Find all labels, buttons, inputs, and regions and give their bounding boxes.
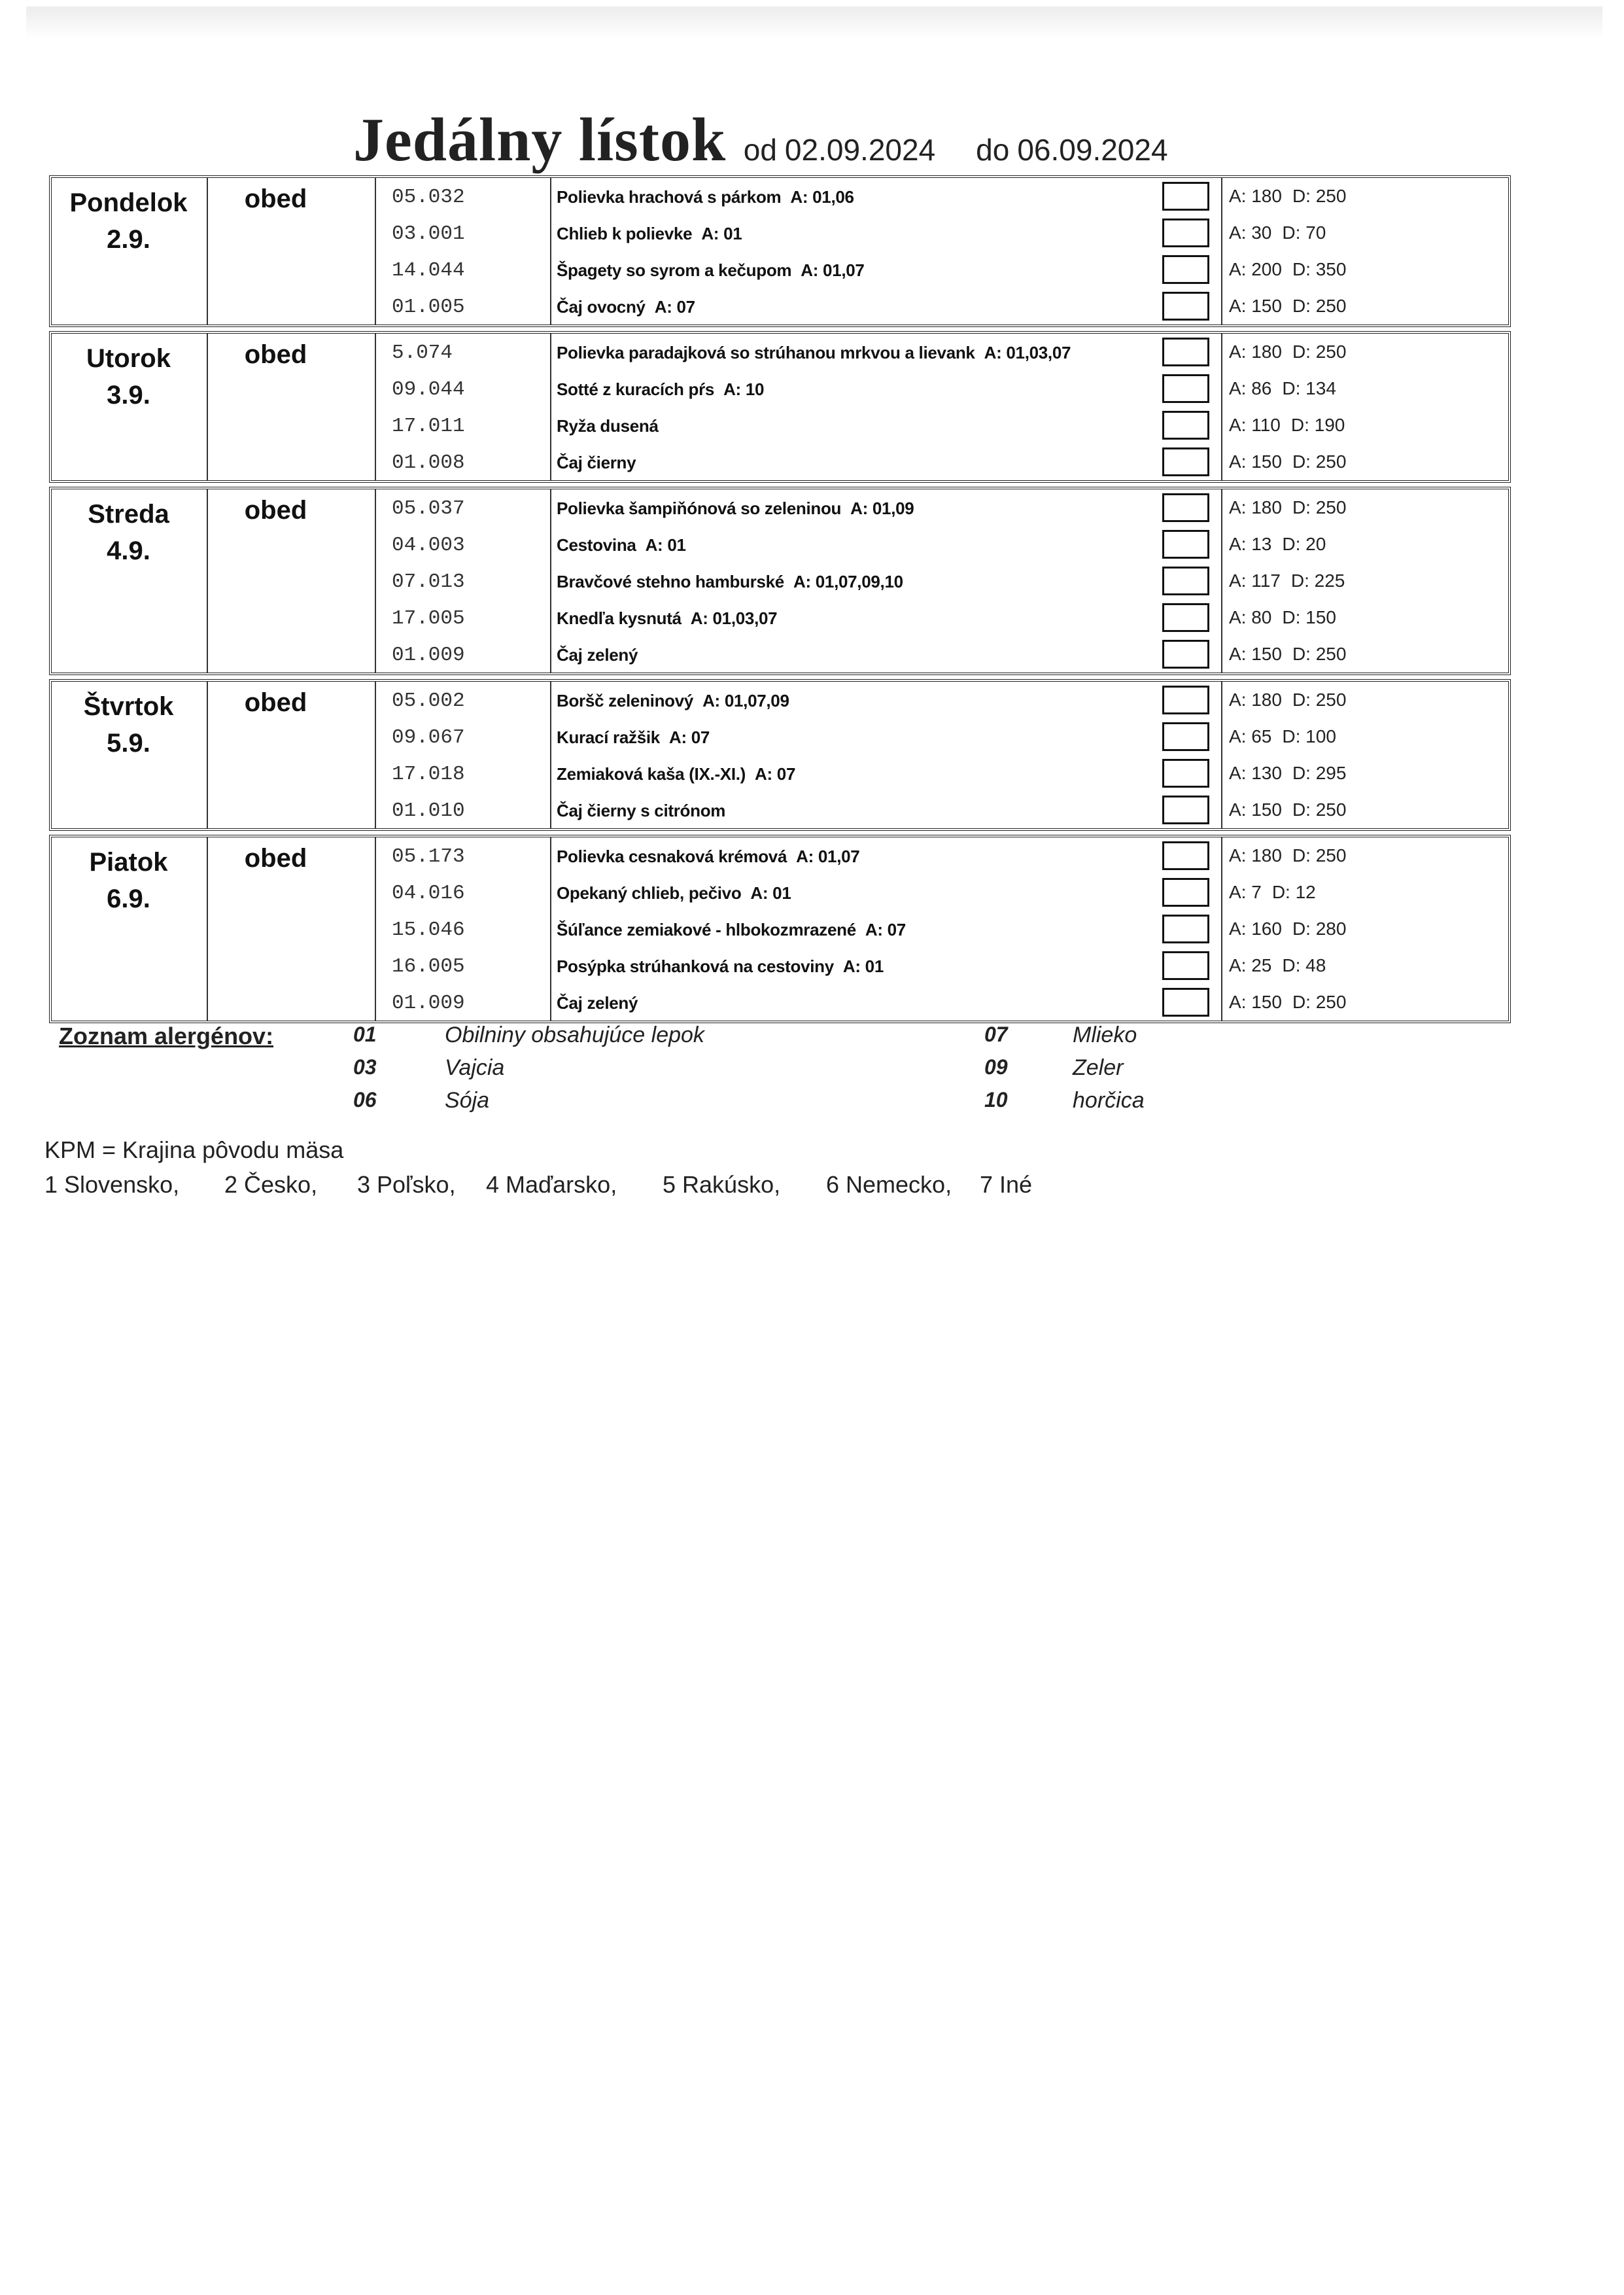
order-checkbox[interactable] — [1162, 722, 1209, 751]
portion-weights — [1229, 644, 1360, 665]
day-block — [49, 331, 1511, 483]
item-code: 03.001 — [392, 222, 465, 245]
portion-d: D: 250 — [1292, 186, 1347, 206]
meal-type: obed — [244, 688, 307, 717]
item-code: 09.067 — [392, 726, 465, 749]
meal-type: obed — [244, 184, 307, 213]
item-code: 17.018 — [392, 763, 465, 786]
dish-allergens: A: 01,07,09,10 — [793, 572, 903, 591]
dish-name — [557, 224, 1204, 244]
kpm-title: KPM = Krajina pôvodu mäsa — [44, 1136, 344, 1163]
dish-allergens: A: 01 — [701, 224, 742, 243]
menu-item-row — [52, 334, 1508, 370]
allergen-name: Mlieko — [1073, 1023, 1137, 1047]
scan-shade — [26, 7, 1602, 39]
order-checkbox[interactable] — [1162, 219, 1209, 247]
dish-name-text: Polievka paradajková so strúhanou mrkvou a lievank — [557, 343, 975, 362]
from-date: 02.09.2024 — [784, 133, 936, 167]
day-name-label: Piatok — [89, 848, 168, 877]
dish-allergens: A: 10 — [723, 379, 765, 399]
dish-name-text: Polievka cesnaková krémová — [557, 847, 787, 866]
item-code: 01.008 — [392, 451, 465, 474]
portion-d: D: 134 — [1282, 378, 1336, 398]
order-checkbox[interactable] — [1162, 530, 1209, 559]
dish-name — [557, 416, 1204, 436]
dish-name-text: Polievka hrachová s párkom — [557, 187, 782, 207]
portion-a: A: 13 — [1229, 534, 1272, 554]
portion-d: D: 250 — [1292, 690, 1347, 710]
dish-name — [557, 691, 1204, 711]
kpm-country: 6 Nemecko, — [826, 1171, 952, 1198]
kpm-country: 7 Iné — [980, 1171, 1033, 1198]
allergen-name: Sója — [445, 1088, 490, 1113]
day-block — [49, 679, 1511, 831]
to-date: 06.09.2024 — [1017, 133, 1168, 167]
dish-name-text: Kurací ražšik — [557, 727, 660, 747]
dish-allergens: A: 01 — [645, 535, 686, 555]
portion-a: A: 30 — [1229, 222, 1272, 243]
dish-name-text: Bravčové stehno hamburské — [557, 572, 784, 591]
dish-name — [557, 883, 1204, 903]
order-checkbox[interactable] — [1162, 338, 1209, 366]
item-code: 01.009 — [392, 644, 465, 667]
to-label: do — [976, 133, 1010, 167]
meal-type: obed — [244, 844, 307, 873]
item-code: 07.013 — [392, 570, 465, 593]
portion-a: A: 180 — [1229, 497, 1282, 517]
order-checkbox[interactable] — [1162, 182, 1209, 211]
portion-a: A: 86 — [1229, 378, 1272, 398]
dish-name — [557, 608, 1204, 629]
dish-name — [557, 535, 1204, 555]
portion-weights — [1229, 992, 1360, 1013]
allergen-name: Vajcia — [445, 1055, 505, 1080]
portion-d: D: 250 — [1292, 845, 1347, 866]
dish-name — [557, 956, 1204, 977]
meal-type: obed — [244, 340, 307, 369]
menu-item-row — [52, 755, 1508, 792]
portion-a: A: 180 — [1229, 690, 1282, 710]
item-code: 05.032 — [392, 186, 465, 209]
dish-name — [557, 379, 1204, 400]
dish-name-text: Čaj zelený — [557, 993, 638, 1013]
portion-a: A: 180 — [1229, 845, 1282, 866]
menu-item-row — [52, 370, 1508, 407]
day-name-label: Utorok — [86, 344, 171, 373]
portion-a: A: 150 — [1229, 799, 1282, 820]
item-code: 01.010 — [392, 799, 465, 822]
menu-item-row — [52, 947, 1508, 984]
portion-d: D: 250 — [1292, 451, 1347, 472]
dish-allergens: A: 01,03,07 — [984, 343, 1071, 362]
menu-item-row — [52, 251, 1508, 288]
dish-name-text: Šúľance zemiakové - hlbokozmrazené — [557, 920, 856, 939]
portion-a: A: 65 — [1229, 726, 1272, 746]
day-block — [49, 835, 1511, 1023]
dish-name — [557, 764, 1204, 784]
dish-allergens: A: 07 — [668, 727, 710, 747]
dish-name-text: Opekaný chlieb, pečivo — [557, 883, 742, 903]
dish-name — [557, 993, 1204, 1013]
portion-weights — [1229, 259, 1360, 280]
dish-name — [557, 847, 1204, 867]
item-code: 16.005 — [392, 955, 465, 978]
allergen-code: 01 — [353, 1023, 377, 1046]
kpm-country: 2 Česko, — [224, 1171, 318, 1198]
order-checkbox[interactable] — [1162, 988, 1209, 1017]
dish-allergens: A: 07 — [654, 297, 695, 317]
allergen-name: Zeler — [1073, 1055, 1124, 1080]
portion-a: A: 25 — [1229, 955, 1272, 975]
dish-name-text: Chlieb k polievke — [557, 224, 693, 243]
menu-item-row — [52, 636, 1508, 673]
day-date: 3.9. — [107, 381, 150, 410]
portion-weights — [1229, 799, 1360, 820]
portion-weights — [1229, 342, 1360, 362]
dish-allergens: A: 01 — [750, 883, 791, 903]
portion-weights — [1229, 882, 1360, 903]
portion-d: D: 48 — [1282, 955, 1326, 975]
dish-name — [557, 572, 1204, 592]
dish-name-text: Čaj čierny s citrónom — [557, 801, 726, 820]
order-checkbox[interactable] — [1162, 951, 1209, 980]
dish-name — [557, 343, 1204, 363]
portion-d: D: 190 — [1290, 415, 1345, 435]
allergen-name: Obilniny obsahujúce lepok — [445, 1023, 704, 1047]
dish-allergens: A: 01,07,09 — [702, 691, 789, 710]
dish-allergens: A: 01,07 — [796, 847, 860, 866]
portion-weights — [1229, 845, 1360, 866]
dish-allergens: A: 07 — [865, 920, 906, 939]
dish-allergens: A: 01,07 — [801, 260, 865, 280]
portion-weights — [1229, 955, 1360, 976]
menu-item-row — [52, 792, 1508, 828]
portion-weights — [1229, 534, 1360, 555]
item-code: 04.016 — [392, 882, 465, 905]
kpm-country: 4 Maďarsko, — [486, 1171, 617, 1198]
dish-allergens: A: 01,09 — [850, 499, 914, 518]
portion-weights — [1229, 378, 1360, 399]
day-name-label: Streda — [88, 500, 169, 529]
portion-weights — [1229, 415, 1360, 436]
portion-weights — [1229, 690, 1360, 710]
portion-weights — [1229, 222, 1360, 243]
day-name-label: Štvrtok — [83, 692, 174, 721]
kpm-country: 5 Rakúsko, — [663, 1171, 781, 1198]
dish-name-text: Sotté z kuracích pŕs — [557, 379, 715, 399]
dish-name-text: Cestovina — [557, 535, 636, 555]
menu-item-row — [52, 407, 1508, 444]
portion-a: A: 7 — [1229, 882, 1262, 902]
item-code: 17.011 — [392, 415, 465, 438]
menu-item-row — [52, 837, 1508, 874]
portion-d: D: 250 — [1292, 342, 1347, 362]
portion-d: D: 20 — [1282, 534, 1326, 554]
portion-weights — [1229, 451, 1360, 472]
portion-d: D: 295 — [1292, 763, 1347, 783]
dish-name-text: Čaj čierny — [557, 453, 636, 472]
portion-d: D: 225 — [1290, 570, 1345, 591]
order-checkbox[interactable] — [1162, 640, 1209, 669]
allergen-code: 07 — [984, 1023, 1008, 1046]
item-code: 05.173 — [392, 845, 465, 868]
day-name-label: Pondelok — [69, 188, 188, 217]
portion-weights — [1229, 186, 1360, 207]
allergen-code: 06 — [353, 1088, 377, 1112]
order-checkbox[interactable] — [1162, 686, 1209, 714]
dish-name-text: Polievka šampiňónová so zeleninou — [557, 499, 842, 518]
dish-name — [557, 920, 1204, 940]
portion-a: A: 80 — [1229, 607, 1272, 627]
portion-a: A: 180 — [1229, 342, 1282, 362]
menu-item-row — [52, 526, 1508, 563]
day-block — [49, 175, 1511, 327]
menu-header — [353, 105, 1176, 175]
item-code: 15.046 — [392, 919, 465, 941]
menu-item-row — [52, 599, 1508, 636]
from-label: od — [743, 133, 777, 167]
dish-name-text: Čaj zelený — [557, 645, 638, 665]
item-code: 5.074 — [392, 342, 453, 364]
portion-weights — [1229, 570, 1360, 591]
order-checkbox[interactable] — [1162, 841, 1209, 870]
menu-item-row — [52, 911, 1508, 947]
item-code: 09.044 — [392, 378, 465, 401]
menu-item-row — [52, 718, 1508, 755]
portion-d: D: 150 — [1282, 607, 1336, 627]
dish-name — [557, 453, 1204, 473]
menu-item-row — [52, 984, 1508, 1021]
day-date: 5.9. — [107, 729, 150, 758]
portion-weights — [1229, 607, 1360, 628]
portion-weights — [1229, 763, 1360, 784]
portion-d: D: 250 — [1292, 799, 1347, 820]
menu-item-row — [52, 563, 1508, 599]
order-checkbox[interactable] — [1162, 292, 1209, 321]
portion-d: D: 250 — [1292, 497, 1347, 517]
item-code: 05.002 — [392, 690, 465, 712]
allergen-code: 09 — [984, 1055, 1008, 1079]
portion-a: A: 200 — [1229, 259, 1282, 279]
page-title: Jedálny lístok — [353, 106, 727, 174]
order-checkbox[interactable] — [1162, 374, 1209, 403]
dish-name — [557, 297, 1204, 317]
portion-d: D: 250 — [1292, 992, 1347, 1012]
allergen-code: 03 — [353, 1055, 377, 1079]
item-code: 04.003 — [392, 534, 465, 557]
item-code: 01.009 — [392, 992, 465, 1015]
order-checkbox[interactable] — [1162, 447, 1209, 476]
day-date: 2.9. — [107, 225, 150, 254]
kpm-country: 1 Slovensko, — [44, 1171, 180, 1198]
order-checkbox[interactable] — [1162, 411, 1209, 440]
dish-name-text: Čaj ovocný — [557, 297, 646, 317]
menu-item-row — [52, 489, 1508, 526]
portion-d: D: 350 — [1292, 259, 1347, 279]
allergen-name: horčica — [1073, 1088, 1145, 1113]
menu-item-row — [52, 874, 1508, 911]
portion-d: D: 250 — [1292, 644, 1347, 664]
portion-a: A: 117 — [1229, 570, 1281, 591]
day-date: 6.9. — [107, 885, 150, 913]
menu-item-row — [52, 288, 1508, 324]
menu-table — [49, 175, 1511, 1027]
dish-allergens: A: 01,06 — [790, 187, 854, 207]
order-checkbox[interactable] — [1162, 878, 1209, 907]
day-date: 4.9. — [107, 536, 150, 565]
dish-name-text: Boršč zeleninový — [557, 691, 694, 710]
portion-weights — [1229, 726, 1360, 747]
kpm-country: 3 Poľsko, — [357, 1171, 456, 1198]
menu-item-row — [52, 682, 1508, 718]
order-checkbox[interactable] — [1162, 915, 1209, 943]
portion-d: D: 100 — [1282, 726, 1336, 746]
portion-a: A: 150 — [1229, 644, 1282, 664]
order-checkbox[interactable] — [1162, 255, 1209, 284]
portion-a: A: 150 — [1229, 296, 1282, 316]
order-checkbox[interactable] — [1162, 567, 1209, 595]
portion-a: A: 130 — [1229, 763, 1282, 783]
dish-name — [557, 727, 1204, 748]
order-checkbox[interactable] — [1162, 759, 1209, 788]
dish-name — [557, 801, 1204, 821]
portion-weights — [1229, 296, 1360, 317]
allergen-code: 10 — [984, 1088, 1008, 1112]
dish-name-text: Knedľa kysnutá — [557, 608, 682, 628]
item-code: 01.005 — [392, 296, 465, 319]
item-code: 05.037 — [392, 497, 465, 520]
portion-a: A: 110 — [1229, 415, 1281, 435]
dish-allergens: A: 01 — [842, 956, 884, 976]
dish-allergens: A: 07 — [755, 764, 796, 784]
date-range — [744, 133, 1176, 167]
allergen-list-title: Zoznam alergénov: — [59, 1023, 274, 1049]
portion-a: A: 160 — [1229, 919, 1282, 939]
dish-name-text: Zemiaková kaša (IX.-XI.) — [557, 764, 746, 784]
dish-name-text: Špagety so syrom a kečupom — [557, 260, 792, 280]
dish-name-text: Posýpka strúhanková na cestoviny — [557, 956, 834, 976]
dish-name — [557, 260, 1204, 281]
order-checkbox[interactable] — [1162, 603, 1209, 632]
menu-item-row — [52, 444, 1508, 480]
portion-d: D: 280 — [1292, 919, 1347, 939]
menu-item-row — [52, 178, 1508, 215]
dish-name-text: Ryža dusená — [557, 416, 659, 436]
portion-a: A: 150 — [1229, 992, 1282, 1012]
item-code: 17.005 — [392, 607, 465, 630]
portion-weights — [1229, 919, 1360, 939]
portion-a: A: 150 — [1229, 451, 1282, 472]
item-code: 14.044 — [392, 259, 465, 282]
portion-d: D: 12 — [1271, 882, 1316, 902]
dish-name — [557, 645, 1204, 665]
dish-name — [557, 187, 1204, 207]
menu-item-row — [52, 215, 1508, 251]
order-checkbox[interactable] — [1162, 796, 1209, 824]
meal-type: obed — [244, 496, 307, 525]
dish-name — [557, 499, 1204, 519]
portion-d: D: 250 — [1292, 296, 1347, 316]
portion-weights — [1229, 497, 1360, 518]
portion-d: D: 70 — [1282, 222, 1326, 243]
order-checkbox[interactable] — [1162, 493, 1209, 522]
day-block — [49, 487, 1511, 675]
dish-allergens: A: 01,03,07 — [690, 608, 778, 628]
portion-a: A: 180 — [1229, 186, 1282, 206]
